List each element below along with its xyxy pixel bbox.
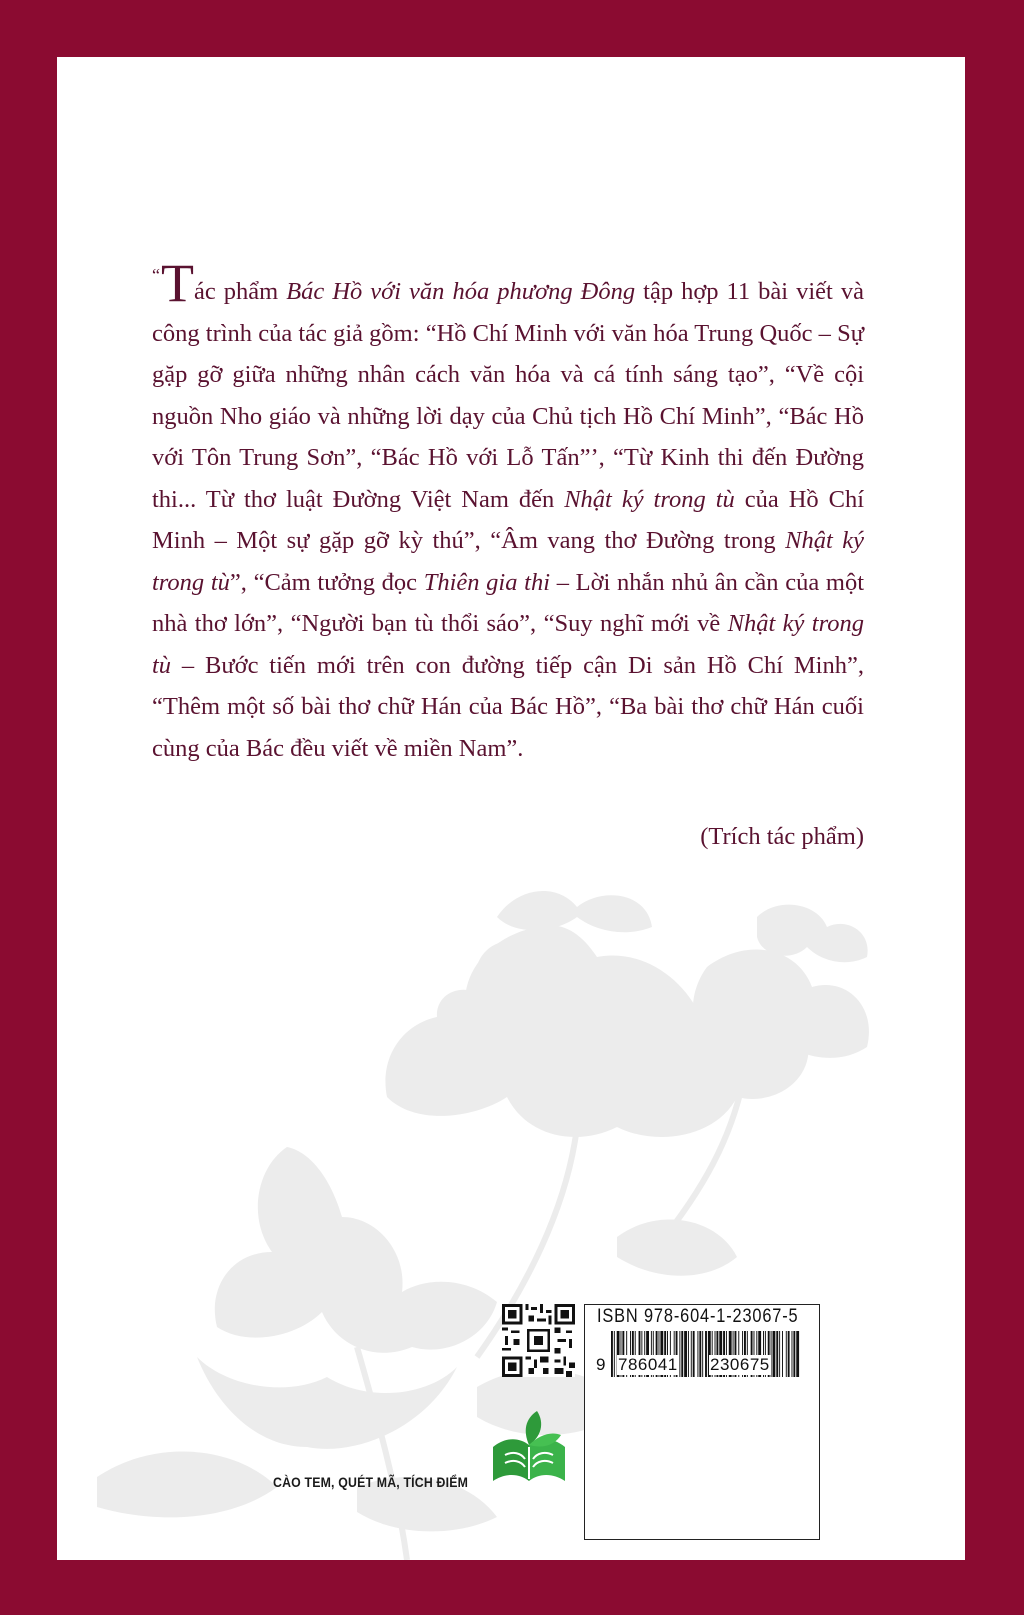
barcode-bar <box>776 1331 778 1377</box>
barcode-bar <box>771 1331 772 1377</box>
ean-left-digits: 786041 <box>618 1355 678 1374</box>
promo-label: CÀO TEM, QUÉT MÃ, TÍCH ĐIỂM <box>273 1474 469 1490</box>
excerpt-text-6: – Bước tiến mới trên con đường tiếp cận Di sản Hồ Chí Minh”, “Thêm một số bài thơ chữ Hán của Bác Hồ”, “Ba bài thơ chữ Hán cuối cùng của Bác đều viết về miền Nam”. <box>152 651 864 762</box>
open-quote-mark: “ <box>152 265 160 285</box>
excerpt-text-3: của Hồ Chí Minh – Một sự gặp gỡ kỳ thú”, “Âm vang thơ Đường trong <box>152 485 865 554</box>
barcode-bar <box>691 1331 692 1377</box>
book-excerpt <box>152 255 864 769</box>
barcode-bar <box>786 1331 787 1377</box>
excerpt-text-2: tập hợp 11 bài viết và công trình của tác giả gồm: “Hồ Chí Minh với văn hóa Trung Quốc – Sự gặp gỡ giữa những nhân cách văn hóa và cá tính sáng tạo”, “Về cội nguồn Nho giáo và những lời dạy của Chủ tịch Hồ Chí Minh”, “Bác Hồ với Tôn Trung Sơn”, “Bác Hồ với Lỗ Tấn”’, “Từ Kinh thi đến Đường thi... Từ thơ luật Đường Việt Nam đến <box>152 278 864 513</box>
barcode-bar <box>614 1331 615 1377</box>
barcode-bar <box>702 1331 703 1377</box>
barcode-bar <box>796 1331 799 1377</box>
excerpt-source: (Trích tác phẩm) <box>700 823 864 850</box>
barcode-bar <box>684 1331 687 1377</box>
barcode-bar <box>679 1331 680 1377</box>
barcode-bar <box>681 1331 683 1377</box>
qr-code-icon[interactable] <box>502 1304 575 1377</box>
barcode-bar <box>788 1331 790 1377</box>
work-title: Nhật ký trong tù <box>564 485 735 513</box>
barcode-bar <box>773 1331 776 1377</box>
drop-cap: T <box>161 253 194 313</box>
back-cover <box>57 57 965 1560</box>
ean-right-digits: 230675 <box>710 1355 770 1374</box>
work-title: Nhật ký trong tù <box>152 610 864 679</box>
barcode-bar <box>779 1331 780 1377</box>
excerpt-text-1: ác phẩm <box>194 278 287 305</box>
barcode-bar <box>793 1331 795 1377</box>
work-title: Nhật ký trong tù <box>152 527 864 596</box>
isbn-block <box>584 1304 820 1540</box>
barcode-bar <box>782 1331 783 1377</box>
barcode-bar <box>697 1331 698 1377</box>
excerpt-text-5: – Lời nhắn nhủ ân cần của một nhà thơ lớn”, “Người bạn tù thổi sáo”, “Suy nghĩ mới về <box>152 568 864 637</box>
excerpt-text-4: ”, “Cảm tưởng đọc <box>229 568 424 596</box>
barcode-bar <box>792 1331 793 1377</box>
barcode-bar <box>699 1331 701 1377</box>
work-title: Thiên gia thi <box>423 568 551 596</box>
barcode-bar <box>688 1331 689 1377</box>
barcode-bar <box>611 1331 613 1377</box>
book-title: Bác Hồ với văn hóa phương Đông <box>286 278 636 305</box>
barcode-bar <box>705 1331 707 1377</box>
isbn-number: ISBN 978-604-1-23067-5 <box>597 1306 799 1327</box>
barcode-bar <box>693 1331 695 1377</box>
ean-first-digit: 9 <box>596 1355 606 1374</box>
